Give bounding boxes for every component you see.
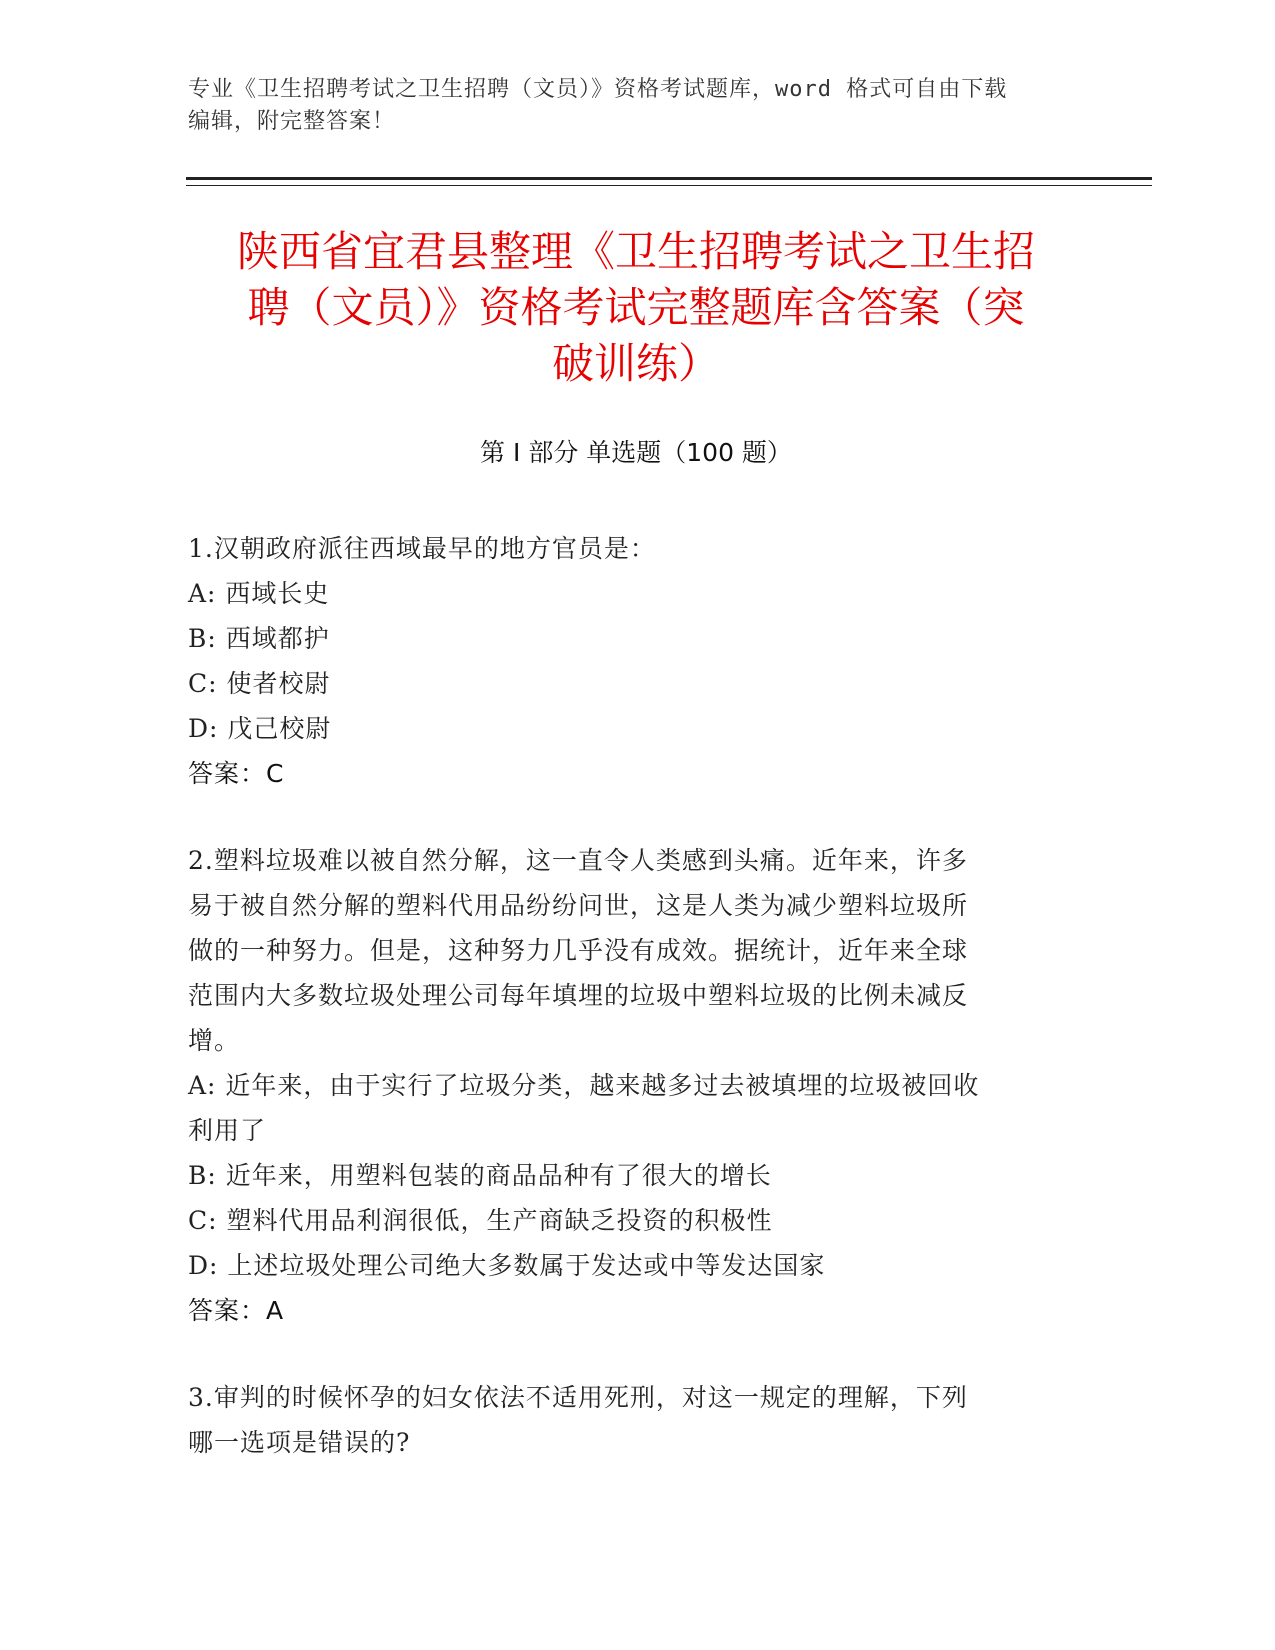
answer-line: 答案：C (188, 759, 285, 788)
question-list (188, 526, 1068, 1507)
header-divider-thick (186, 177, 1152, 180)
option-c: C: 使者校尉 (188, 669, 331, 698)
question-stem-line: 做的一种努力。但是，这种努力几乎没有成效。据统计，近年来全球 (188, 936, 969, 965)
question-stem-line: 增。 (188, 1026, 241, 1055)
section-heading: 第 I 部分 单选题（100 题） (480, 438, 792, 467)
question-1 (188, 526, 1068, 796)
option-b: B: 西域都护 (188, 624, 330, 653)
header-divider-thin (186, 185, 1152, 186)
title-line-1: 陕西省宜君县整理《卫生招聘考试之卫生招 (236, 227, 1035, 276)
question-stem: 1.汉朝政府派往西域最早的地方官员是： (188, 534, 656, 563)
question-stem-line: 范围内大多数垃圾处理公司每年填埋的垃圾中塑料垃圾的比例未减反 (188, 981, 969, 1010)
option-d: D: 上述垃圾处理公司绝大多数属于发达或中等发达国家 (188, 1251, 826, 1280)
option-d: D: 戊己校尉 (188, 714, 332, 743)
option-a-continued: 利用了 (188, 1116, 267, 1145)
question-stem-line: 3.审判的时候怀孕的妇女依法不适用死刑，对这一规定的理解，下列 (188, 1383, 968, 1412)
title-line-2: 聘（文员）》资格考试完整题库含答案（突 (247, 283, 1025, 332)
header-line-1: 专业《卫生招聘考试之卫生招聘（文员）》资格考试题库，word 格式可自由下载 (188, 77, 1008, 102)
question-stem-line: 易于被自然分解的塑料代用品纷纷问世，这是人类为减少塑料垃圾所 (188, 891, 969, 920)
header-line-2: 编辑，附完整答案！ (188, 109, 396, 134)
answer-line: 答案：A (188, 1296, 285, 1325)
option-a: A: 西域长史 (188, 579, 330, 608)
question-stem-line: 哪一选项是错误的? (188, 1428, 411, 1457)
option-a: A: 近年来，由于实行了垃圾分类，越来越多过去被填埋的垃圾被回收 (188, 1071, 980, 1100)
option-b: B: 近年来，用塑料包装的商品品种有了很大的增长 (188, 1161, 772, 1190)
option-c: C: 塑料代用品利润很低，生产商缺乏投资的积极性 (188, 1206, 773, 1235)
document-title (186, 224, 1086, 392)
question-2 (188, 838, 1068, 1333)
page-header (188, 74, 1068, 138)
question-3 (188, 1375, 1068, 1465)
question-stem-line: 2.塑料垃圾难以被自然分解，这一直令人类感到头痛。近年来，许多 (188, 846, 968, 875)
title-line-3: 破训练） (551, 339, 720, 388)
